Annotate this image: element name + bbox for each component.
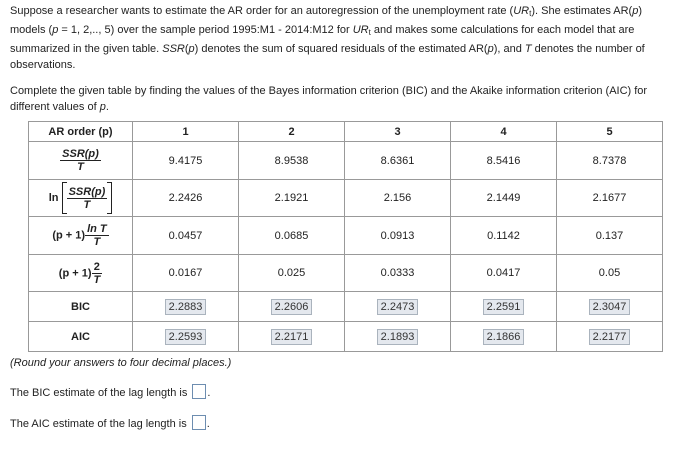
aic-cell (451, 322, 557, 352)
bic-answer-2[interactable]: 2.2606 (271, 299, 313, 315)
header-order-4: 4 (451, 122, 557, 142)
table-cell: 0.0417 (451, 255, 557, 292)
table-row-p1-2-over-t (29, 255, 663, 292)
table-header-row (29, 122, 663, 142)
row-label-aic: AIC (29, 322, 133, 352)
table-cell: 8.7378 (557, 142, 663, 180)
bic-lag-input[interactable] (192, 384, 206, 399)
row-label-p1-2-over-t: (p + 1) $\frac{2}{T}$ (29, 255, 133, 292)
bic-answer-5[interactable]: 2.3047 (589, 299, 631, 315)
aic-cell (133, 322, 239, 352)
table-cell: 0.0685 (239, 217, 345, 255)
row-label-ssr-over-t: $\frac{\text{SSR(p)}}{T}$ (29, 142, 133, 180)
bic-answer-3[interactable]: 2.2473 (377, 299, 419, 315)
table-row-ssr-over-t (29, 142, 663, 180)
ar-order-table (28, 121, 663, 352)
rounding-note: (Round your answers to four decimal places.) (10, 357, 232, 369)
table-row-aic (29, 322, 663, 352)
aic-cell (557, 322, 663, 352)
table-cell: 0.137 (557, 217, 663, 255)
table-row-p1-lnt-over-t (29, 217, 663, 255)
row-label-p1-lnt-over-t: (p + 1) $\frac{\text{ln T}}{T}$ (29, 217, 133, 255)
aic-answer-5[interactable]: 2.2177 (589, 329, 631, 345)
table-cell: 8.9538 (239, 142, 345, 180)
bic-cell (557, 292, 663, 322)
table-cell: 0.0167 (133, 255, 239, 292)
header-order-3: 3 (345, 122, 451, 142)
header-order-5: 5 (557, 122, 663, 142)
bic-cell (133, 292, 239, 322)
aic-question-text: The AIC estimate of the lag length is (10, 418, 187, 430)
table-cell: 0.1142 (451, 217, 557, 255)
bic-cell (345, 292, 451, 322)
row-label-bic: BIC (29, 292, 133, 322)
table-cell: 0.025 (239, 255, 345, 292)
aic-answer-3[interactable]: 2.1893 (377, 329, 419, 345)
bic-answer-1[interactable]: 2.2883 (165, 299, 207, 315)
header-order-2: 2 (239, 122, 345, 142)
table-cell: 8.6361 (345, 142, 451, 180)
aic-cell (345, 322, 451, 352)
table-cell: 0.0457 (133, 217, 239, 255)
table-cell: 2.156 (345, 180, 451, 217)
row-label-ln-ssr-over-t: ln $\frac{\text{SSR(p)}}{T}$ (29, 180, 133, 217)
aic-period: . (206, 418, 210, 430)
table-cell: 8.5416 (451, 142, 557, 180)
table-cell: 9.4175 (133, 142, 239, 180)
problem-statement: Suppose a researcher wants to estimate the AR order for an autoregression of the unemployment rate $(UR_t)$. She estimates AR(p) models (p = 1, 2,.., 5) over the sample period 1995:M1 - 2014:M12 for $UR_t$ and makes some calculations for each model that are summarized in the given table. SSR(p) denotes the sum of squared residuals of the estimated AR(p), and T denotes the number of observations. (10, 5, 645, 71)
bic-cell (239, 292, 345, 322)
table-cell: 2.1449 (451, 180, 557, 217)
header-ar-order: AR order (p) (29, 122, 133, 142)
bic-question-text: The BIC estimate of the lag length is (10, 387, 188, 399)
table-cell: 0.0913 (345, 217, 451, 255)
bic-question (10, 384, 210, 399)
bic-cell (451, 292, 557, 322)
aic-cell (239, 322, 345, 352)
table-cell: 0.05 (557, 255, 663, 292)
aic-answer-4[interactable]: 2.1866 (483, 329, 525, 345)
bic-period: . (207, 387, 211, 399)
table-cell: 2.2426 (133, 180, 239, 217)
aic-lag-input[interactable] (192, 415, 206, 430)
bic-answer-4[interactable]: 2.2591 (483, 299, 525, 315)
aic-answer-1[interactable]: 2.2593 (165, 329, 207, 345)
instructions: Complete the given table by finding the values of the Bayes information criterion (BIC) and the Akaike information criterion (AIC) for different values of p. (10, 85, 648, 113)
table-cell: 0.0333 (345, 255, 451, 292)
table-cell: 2.1677 (557, 180, 663, 217)
aic-question (10, 415, 210, 430)
table-row-ln-ssr-over-t (29, 180, 663, 217)
header-order-1: 1 (133, 122, 239, 142)
table-cell: 2.1921 (239, 180, 345, 217)
aic-answer-2[interactable]: 2.2171 (271, 329, 313, 345)
table-row-bic (29, 292, 663, 322)
